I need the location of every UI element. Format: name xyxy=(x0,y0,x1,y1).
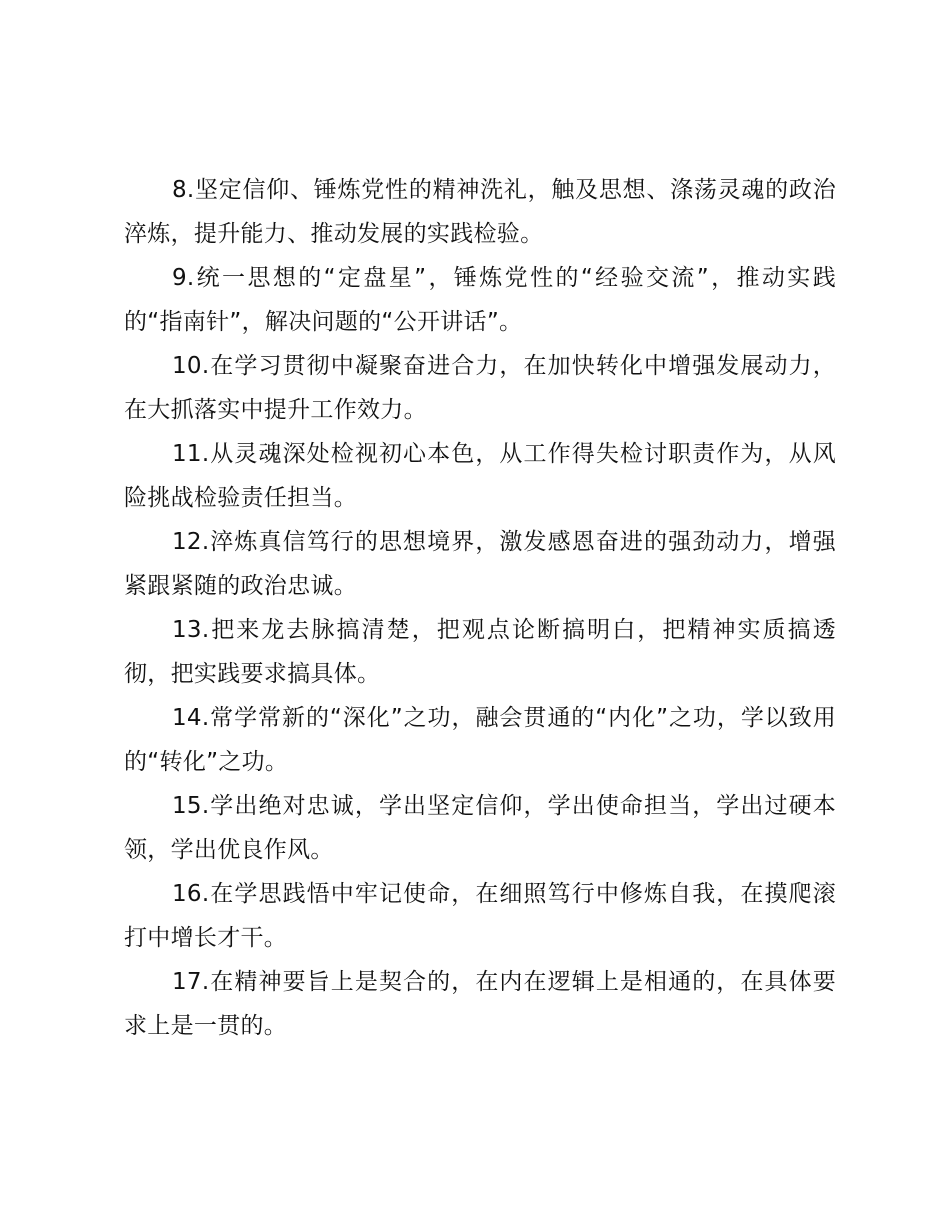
paragraph-17: 17.在精神要旨上是契合的，在内在逻辑上是相通的，在具体要求上是一贯的。 xyxy=(124,969,836,1039)
paragraph-10: 10.在学习贯彻中凝聚奋进合力，在加快转化中增强发展动力，在大抓落实中提升工作效力。 xyxy=(124,353,836,423)
paragraph-13: 13.把来龙去脉搞清楚，把观点论断搞明白，把精神实质搞透彻，把实践要求搞具体。 xyxy=(124,617,836,687)
paragraph-12: 12.淬炼真信笃行的思想境界，激发感恩奋进的强劲动力，增强紧跟紧随的政治忠诚。 xyxy=(124,529,836,599)
paragraph-14: 14.常学常新的“深化”之功，融会贯通的“内化”之功，学以致用的“转化”之功。 xyxy=(124,705,836,775)
paragraph-16: 16.在学思践悟中牢记使命，在细照笃行中修炼自我，在摸爬滚打中增长才干。 xyxy=(124,881,836,951)
document-body xyxy=(124,168,836,1048)
paragraph-15: 15.学出绝对忠诚，学出坚定信仰，学出使命担当，学出过硬本领，学出优良作风。 xyxy=(124,793,836,863)
paragraph-11: 11.从灵魂深处检视初心本色，从工作得失检讨职责作为，从风险挑战检验责任担当。 xyxy=(124,441,836,511)
paragraph-9: 9.统一思想的“定盘星”，锤炼党性的“经验交流”，推动实践的“指南针”，解决问题的“公开讲话”。 xyxy=(124,265,836,335)
paragraph-8: 8.坚定信仰、锤炼党性的精神洗礼，触及思想、涤荡灵魂的政治淬炼，提升能力、推动发展的实践检验。 xyxy=(124,177,836,247)
